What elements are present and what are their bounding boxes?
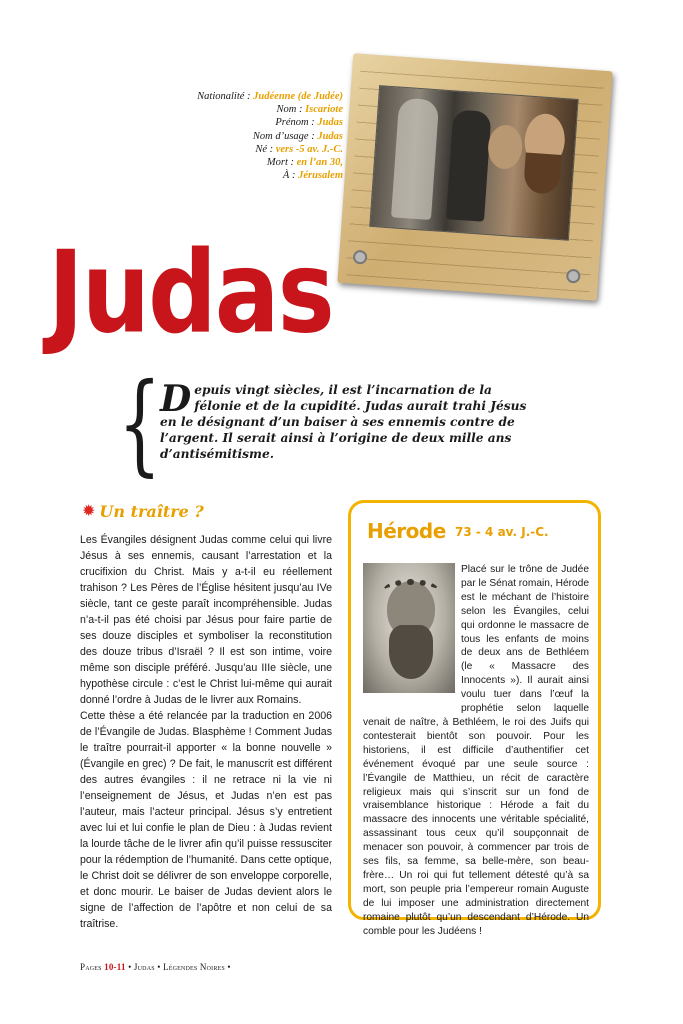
section-heading bbox=[82, 502, 204, 521]
identity-card-image bbox=[337, 53, 612, 301]
footer-separator-icon: • bbox=[128, 962, 132, 972]
article-body bbox=[80, 532, 332, 932]
identity-row: Nom d’usage : Judas bbox=[252, 130, 343, 142]
sidebar-title: Hérode bbox=[367, 519, 446, 543]
portrait-beard bbox=[389, 625, 433, 679]
judas-kiss-painting bbox=[369, 85, 578, 241]
painting-figure bbox=[446, 109, 492, 221]
herode-sidebar-box bbox=[348, 500, 601, 937]
article-paragraph: Cette thèse a été relancée par la traduction en 2006 de l’Évangile de Judas. Blasphème ! Comment Judas le traître pourrait-il apporter « la bonne nouvelle » (Évangile en grec) ? De fait, le manuscrit est différent des autres évangiles : il ne retrace ni la vie ni l’enseignement de Jésus, et Judas n’en est pas l’auteur, mais l’acteur principal. Jésus s’y entretient avec lui et lui confie le plan de Dieu : à Judas revient la lourde tâche de le livrer afin qu’il puisse ressusciter pour la rédemption de l’humanité. Dans cette optique, le Christ doit se délivrer de son enveloppe corporelle, et donc mourir. Le baiser de Judas devient alors le signe de l’affection de l’apôtre et non celui de sa traîtrise. bbox=[80, 710, 332, 930]
article-paragraph: Les Évangiles désignent Judas comme celui qui livre Jésus à ses ennemis, causant l’arrestation et la crucifixion du Christ. Mais y a-t-il eu réellement trahison ? Les Pères de l’Église hésitent jusqu’au IVe siècle, tant ce geste paraît incompréhensible. Judas n’a-t-il pas été choisi par Jésus pour faire partie de ses douze disciples et symboliser la reconstitution des douze tribus d’Israël ? Il est son intime, voire même son disciple préféré. Jusqu’au IIIe siècle, une hypothèse circule : c’est le Christ lui-même qui aurait donné l’ordre à Judas de le livrer aux Romains. bbox=[80, 534, 332, 706]
laurel-wreath-icon bbox=[383, 579, 439, 603]
starburst-icon: ✹ bbox=[82, 502, 96, 520]
footer-separator-icon: • bbox=[227, 962, 231, 972]
identity-info bbox=[197, 90, 343, 182]
identity-row: Nom : Iscariote bbox=[276, 104, 343, 116]
identity-row: À : Jérusalem bbox=[282, 170, 343, 182]
herode-portrait-engraving bbox=[363, 563, 455, 693]
footer-subject: Judas bbox=[133, 962, 155, 972]
identity-row: Nationalité : Judéenne (de Judée) bbox=[197, 91, 343, 102]
intro-text: epuis vingt siècles, il est l’incarnation de la félonie et de la cupidité. Judas aurait trahi Jésus en le désignant d’un baiser à ses ennemis contre de l’argent. Il serait ainsi à l’origine de deux mille ans d’antisémitisme. bbox=[160, 383, 527, 461]
footer-series: Légendes Noires bbox=[163, 962, 225, 972]
painting-figure bbox=[391, 98, 439, 220]
identity-row: Né : vers -5 av. J.-C. bbox=[255, 143, 343, 155]
painting-face bbox=[487, 124, 524, 170]
intro-paragraph bbox=[160, 378, 532, 462]
sidebar-paragraph: Placé sur le trône de Judée par le Sénat romain, Hérode est le méchant de l’histoire selon les Évangiles, celui qui ordonne le massacre de tous les enfants de moins de deux ans de Bethléem (le « Massacre des Innocents »). Il aurait ainsi voulu tuer dans l’œuf la prophétie selon laquelle venait de naître, à Bethléem, le roi des Juifs qui contesterait bientôt son pouvoir. Pour les historiens, il est difficile d’authentifier cet événement évoqué par une seule source : l’Évangile de Matthieu, un récit de caractère religieux mais qui s’inscrit sur un fond de vraisemblance historique : Hérode a fait du massacre des innocents une véritable spécialité, assassinant tous ceux qu’il soupçonnait de menacer son pouvoir, à commencer par trois de ses fils, sa femme, sa belle-mère, son beau-frère… Un roi qui fut tellement détesté qu’à sa mort, son peuple pria l’empereur romain Auguste de lui imposer une administration directement romaine plutôt qu’un descendant d’Hérode. Un comble pour les Judéens ! bbox=[363, 564, 589, 937]
footer-separator-icon: • bbox=[157, 962, 161, 972]
identity-row: Mort : en l’an 30, bbox=[266, 157, 343, 169]
identity-row: Prénom : Judas bbox=[275, 117, 343, 129]
footer-page-numbers: 10-11 bbox=[104, 962, 126, 972]
footer-pages-label: Pages bbox=[80, 962, 102, 972]
page-footer bbox=[80, 962, 231, 972]
section-heading-text: Un traître ? bbox=[99, 502, 204, 521]
intro-dropcap: D bbox=[160, 378, 192, 420]
brace-ornament-icon: { bbox=[118, 359, 162, 487]
page-title: Judas bbox=[48, 226, 333, 359]
painting-beard bbox=[523, 152, 562, 194]
sidebar-dates: 73 - 4 av. J.-C. bbox=[455, 525, 549, 539]
